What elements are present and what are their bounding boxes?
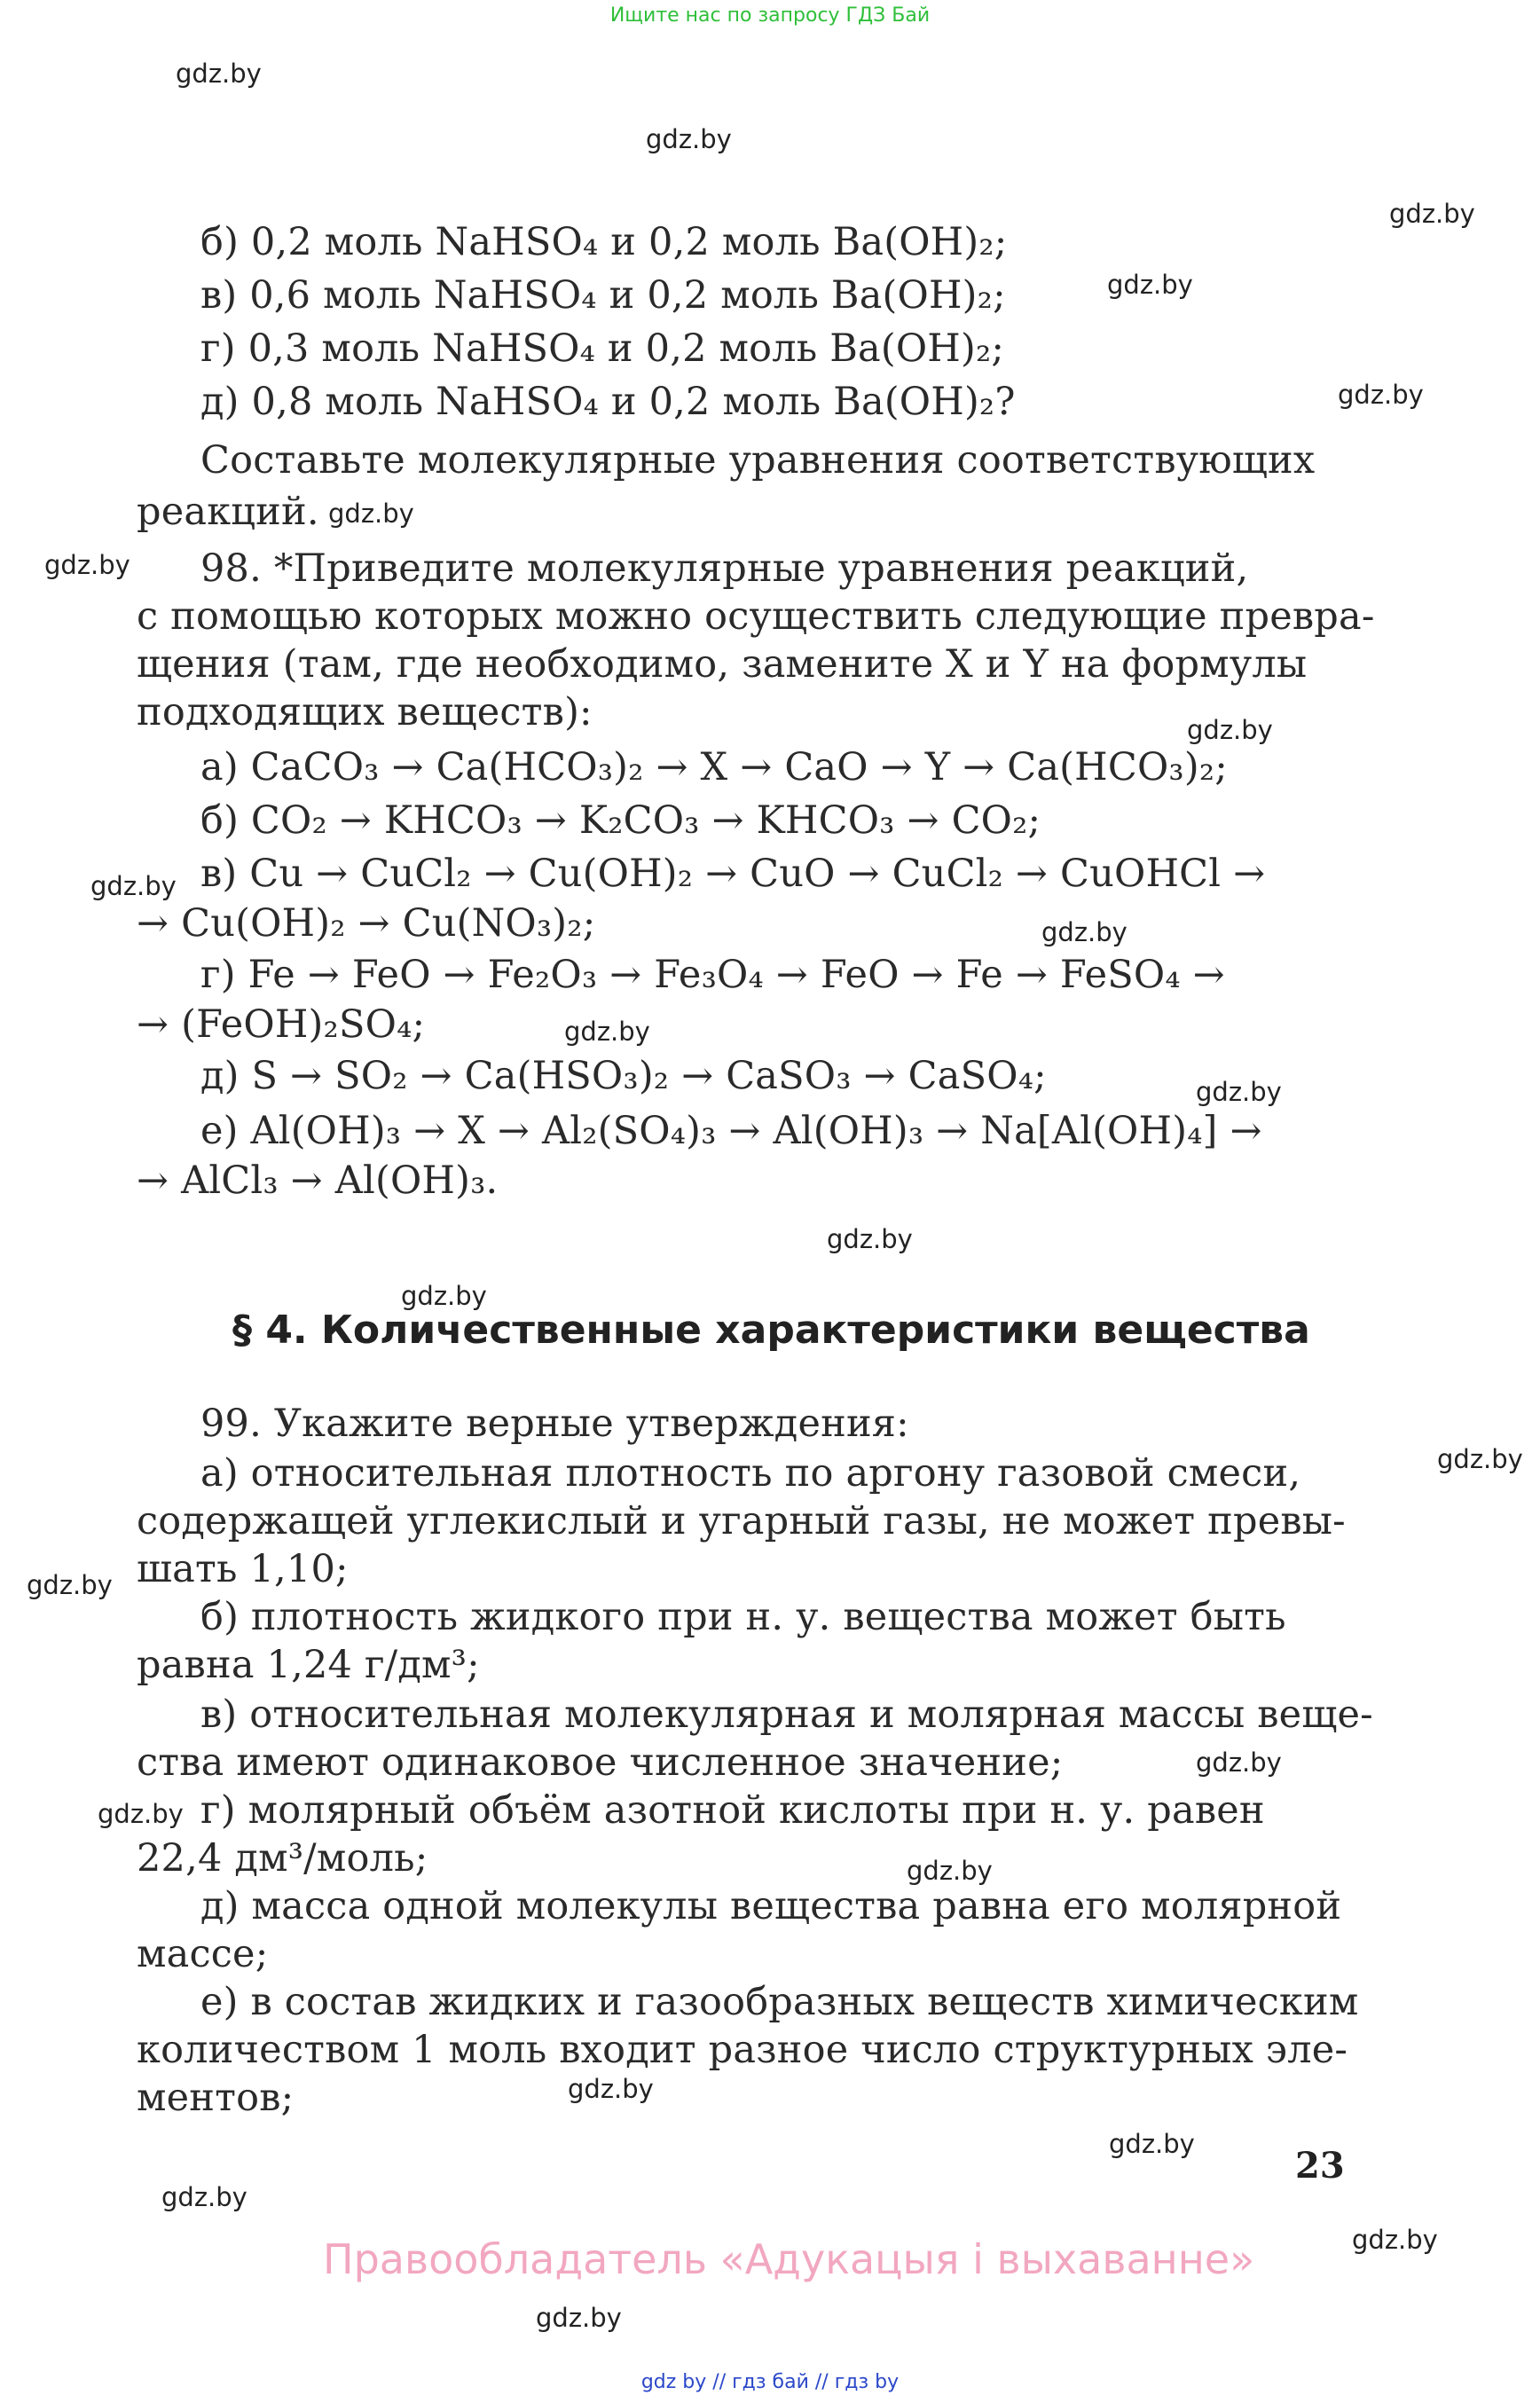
q97-task-line: реакций. (137, 490, 319, 534)
q99-statement-a: шать 1,10; (137, 1547, 349, 1591)
watermark: gdz.by (1109, 2129, 1195, 2159)
section-title: § 4. Количественные характеристики вещества (232, 1308, 1310, 1353)
q99-statement-v: в) относительная молекулярная и молярная массы веще- (200, 1692, 1373, 1737)
watermark: gdz.by (1196, 1747, 1282, 1778)
q98-chain-a: а) CaCO₃ → Ca(HCO₃)₂ → X → CaO → Y → Ca(HCO₃)₂; (200, 745, 1228, 789)
watermark: gdz.by (827, 1224, 913, 1254)
watermark: gdz.by (564, 1017, 650, 1047)
q99-statement-d: д) масса одной молекулы вещества равна его молярной (200, 1884, 1342, 1928)
q99-statement-a: а) относительная плотность по аргону газовой смеси, (200, 1451, 1301, 1496)
q98-chain-b: б) CO₂ → KHCO₃ → K₂CO₃ → KHCO₃ → CO₂; (200, 798, 1041, 843)
top-search-note[interactable]: Ищите нас по запросу ГДЗ Бай (609, 4, 931, 27)
watermark: gdz.by (90, 871, 177, 901)
q98-chain-e: → AlCl₃ → Al(OH)₃. (137, 1158, 499, 1203)
q99-statement-a: содержащей углекислый и угарный газы, не может превы- (137, 1499, 1346, 1543)
footer-links[interactable]: gdz by // гдз бай // гдз by (640, 2371, 900, 2393)
q99-statement-v: ства имеют одинаковое численное значение; (137, 1740, 1064, 1785)
q99-intro: 99. Укажите верные утверждения: (200, 1402, 909, 1446)
q97-option-g: г) 0,3 моль NaHSO₄ и 0,2 моль Ba(OH)₂; (200, 326, 1005, 371)
q99-statement-e: количеством 1 моль входит разное число структурных эле- (137, 2028, 1348, 2072)
watermark: gdz.by (176, 59, 262, 89)
q98-chain-v: в) Cu → CuCl₂ → Cu(OH)₂ → CuO → CuCl₂ → CuOHCl → (200, 852, 1266, 896)
q98-chain-v: → Cu(OH)₂ → Cu(NO₃)₂; (137, 901, 596, 946)
watermark: gdz.by (1338, 380, 1424, 410)
watermark: gdz.by (568, 2074, 654, 2104)
watermark: gdz.by (1187, 715, 1273, 745)
rights-holder: Правообладатель «Адукацыя і выхаванне» (323, 2235, 1255, 2283)
watermark: gdz.by (401, 1281, 487, 1311)
q99-statement-b: равна 1,24 г/дм³; (137, 1643, 480, 1687)
q98-text-line: щения (там, где необходимо, замените X и Y на формулы (137, 642, 1308, 687)
watermark: gdz.by (646, 124, 732, 154)
q99-statement-g: г) молярный объём азотной кислоты при н. у. равен (200, 1788, 1265, 1833)
q98-text-line: с помощью которых можно осуществить следующие превра- (137, 594, 1375, 639)
watermark: gdz.by (1107, 270, 1193, 300)
page-number: 23 (1295, 2145, 1345, 2187)
watermark: gdz.by (44, 550, 130, 580)
q98-chain-g: → (FeOH)₂SO₄; (137, 1002, 426, 1047)
q99-statement-e: ментов; (137, 2076, 295, 2120)
q97-option-b: б) 0,2 моль NaHSO₄ и 0,2 моль Ba(OH)₂; (200, 220, 1008, 264)
watermark: gdz.by (1352, 2225, 1438, 2255)
watermark: gdz.by (98, 1799, 184, 1829)
q99-statement-g: 22,4 дм³/моль; (137, 1836, 428, 1881)
watermark: gdz.by (328, 499, 414, 529)
watermark: gdz.by (1041, 917, 1128, 947)
watermark: gdz.by (1437, 1444, 1523, 1474)
watermark: gdz.by (1196, 1077, 1282, 1107)
q99-statement-e: е) в состав жидких и газообразных веществ химическим (200, 1980, 1359, 2024)
q98-chain-e: е) Al(OH)₃ → X → Al₂(SO₄)₃ → Al(OH)₃ → Na[Al(OH)₄] → (200, 1109, 1262, 1153)
watermark: gdz.by (907, 1856, 993, 1886)
watermark: gdz.by (27, 1570, 113, 1600)
q97-option-d: д) 0,8 моль NaHSO₄ и 0,2 моль Ba(OH)₂? (200, 380, 1016, 424)
q97-option-v: в) 0,6 моль NaHSO₄ и 0,2 моль Ba(OH)₂; (200, 273, 1006, 318)
q99-statement-d: массе; (137, 1932, 269, 1976)
q98-chain-d: д) S → SO₂ → Ca(HSO₃)₂ → CaSO₃ → CaSO₄; (200, 1054, 1047, 1098)
q98-text-line: 98. *Приведите молекулярные уравнения реакций, (200, 546, 1249, 591)
q97-task-line: Составьте молекулярные уравнения соответствующих (200, 438, 1316, 483)
q98-chain-g: г) Fe → FeO → Fe₂O₃ → Fe₃O₄ → FeO → Fe → FeSO₄ → (200, 953, 1225, 997)
watermark: gdz.by (1389, 199, 1475, 229)
q99-statement-b: б) плотность жидкого при н. у. вещества может быть (200, 1595, 1286, 1639)
q98-text-line: подходящих веществ): (137, 690, 593, 734)
watermark: gdz.by (536, 2303, 622, 2333)
watermark: gdz.by (161, 2182, 248, 2212)
